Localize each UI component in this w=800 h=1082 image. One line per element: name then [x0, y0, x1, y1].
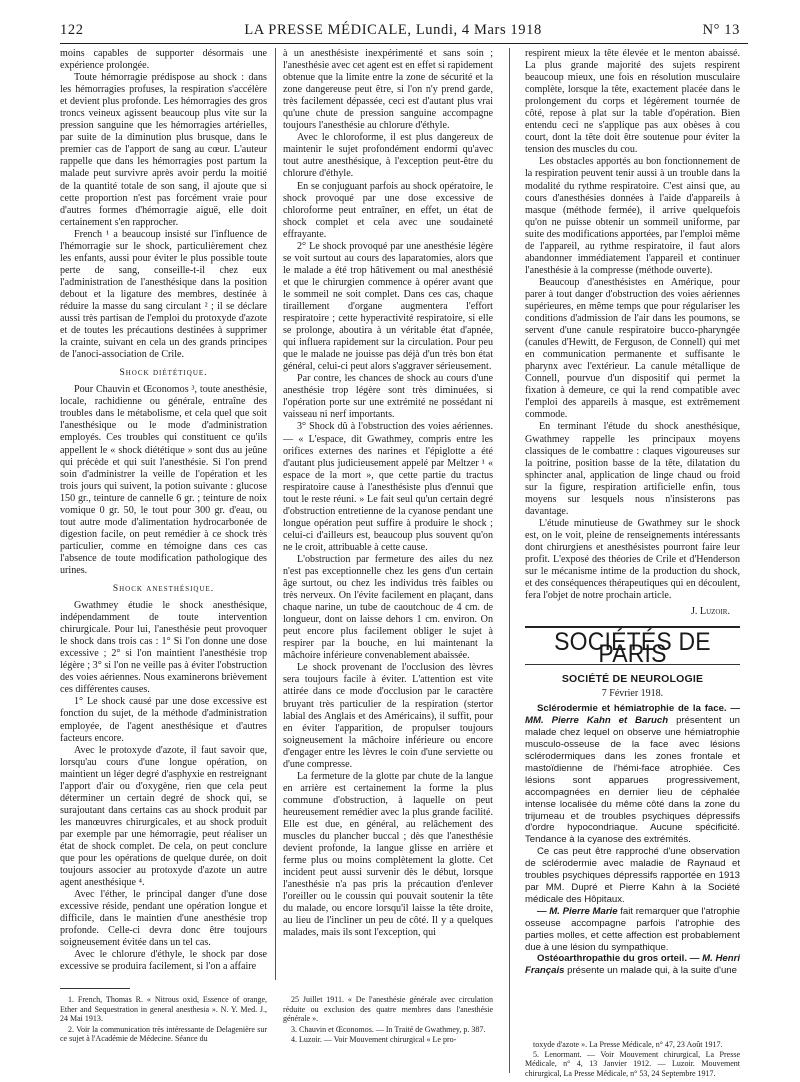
report-heading: Sclérodermie et hémiatrophie de la face. [537, 703, 727, 715]
header-rule [60, 43, 748, 44]
session-date: 7 Février 1918. [601, 688, 664, 700]
report-item [525, 703, 740, 846]
column-divider-2 [509, 48, 510, 1073]
column-divider-1 [275, 48, 276, 980]
page-number: 122 [60, 22, 84, 38]
paragraph: Avec l'éther, le principal danger d'une dose excessive réside, pendant une opération longue et difficile, dans le maintien d'une anesthésie trop profonde. Celle-ci devra donc être toujours soigneusement évitée dans un tel cas. [60, 889, 267, 949]
paragraph: Beaucoup d'anesthésistes en Amérique, pour parer à tout danger d'obstruction des voies aériennes supérieures, en même temps que pour régulariser les conditions d'admission de l'air dans les poumons, se servent d'une canule respiratoire bucco-pharyngée (canules d'Hewitt, de Ferguson, de Connell) qui met en communication permanente et suffisante le pharynx avec l'extérieur. La canule métallique de Connell, pourvue d'un dispositif qui permet la fixation à demeure, ce qui la rend compatible avec l'emploi des appareils à masque, est extrêmement commode. [525, 276, 740, 421]
paragraph: L'étude minutieuse de Gwathmey sur le shock est, on le voit, pleine de renseignements intéressants dont chirurgiens et anesthésistes pourront faire leur profit. L'exposé des théories de Crile et d'Henderson sur le mécanisme intime de la production du shock, et des conséquences thérapeutiques qui en découlent, fera l'objet de notre prochain article. [525, 517, 740, 602]
paragraph: La fermeture de la glotte par chute de la langue en arrière est certainement la forme la plus commune d'obstruction, à laquelle on peut heureusement remédier avec la plus grande facilité. Elle est due, en général, au relâchement des muscles du plancher buccal ; dès que l'anesthésie devient profonde, la langue glisse en arrière et ferme plus ou moins complètement la glotte. Cet incident peut aussi survenir dès le début, lorsque l'anesthésie n'a pas pris la précaution d'enlever l'oreiller ou le coussin qui pouvait soutenir la tête du malade, ou encore lorsqu'il laisse la tête droite, au lieu de l'incliner un peu de côté. Il y a quelques malades, mais ils sont l'exception, qui [283, 770, 493, 939]
paragraph: 1° Le shock causé par une dose excessive est fonction du sujet, de la méthode d'administration employée, de l'agent anesthésique et d'autres facteurs encore. [60, 696, 267, 744]
journal-title: LA PRESSE MÉDICALE, Lundi, 4 Mars 1918 [244, 22, 542, 38]
paragraph: En terminant l'étude du shock anesthésique, Gwathmey rappelle les principaux moyens classiques de le combattre : claques vigoureuses sur la poitrine, position basse de la tête, dilatation du sphincter anal, application de linge chaud ou froid sur la figure, respiration artificielle enfin, tous moyens sur lesquels nous n'insisterons pas davantage. [525, 421, 740, 517]
footnotes-column-1 [60, 995, 267, 1045]
column-2 [283, 48, 493, 983]
report-item [525, 906, 740, 954]
society-report [525, 703, 740, 977]
paragraph: En se conjuguant parfois au shock opératoire, le shock provoqué par une dose excessive de chloroforme peut entraîner, en effet, un état de shock complet et cela avec une soudaineté effrayante. [283, 180, 493, 240]
paragraph: Le shock provenant de l'occlusion des lèvres sera toujours facile à éviter. L'attention est vite attirée dans ce mode d'occlusion par le caractère bruyant très particulier de la respiration (stertor labial des Anglais et des Américains), il suffit, pour en éviter l'apparition, de propulser toujours soigneusement la mâchoire inférieure ou encore d'engager entre les lèvres le coin d'une serviette ou d'une compresse. [283, 662, 493, 770]
paragraph: respirent mieux la tête élevée et le menton abaissé. La plus grande majorité des sujets respirent beaucoup mieux, une fois en résolution musculaire complète, lorsque la tête, exactement placée dans le prolongement du corps et légèrement tournée de côté, repose à plat sur la table d'opération. Bien entendu ceci ne s'applique pas aux obèses à cou court, dont la tête doit être soutenue pour éviter la tension des muscles du cou. [525, 48, 740, 156]
footnote: 4. Luzoir. — Voir Mouvement chirurgical « Le pro- [291, 1035, 457, 1045]
society-name: SOCIÉTÉ DE NEUROLOGIE [561, 673, 704, 686]
report-authors: — M. Henri Français [525, 953, 740, 977]
societes-title: SOCIÉTÉS DE PARIS [554, 628, 711, 669]
paragraph: 3° Shock dû à l'obstruction des voies aériennes. — « L'espace, dit Gwathmey, compris entre les orifices externes des narines et l'épiglotte a été d'autant plus judicieusement appelé par Meltzer ¹ « espace de la mort », que cette partie du tractus respiratoire cause à l'anesthésiste plus d'ennui que tout le reste réuni. » Le fait seul qu'un certain degré d'obstruction entretienne de la cyanose pendant une longue opération peut suffire à produire le shock ; celui-ci d'ailleurs est, beaucoup plus souvent qu'on ne le croit, attribuable à cette cause. [283, 421, 493, 553]
page-header [60, 22, 740, 42]
footnotes-column-3 [525, 1040, 740, 1078]
footnote: 3. Chauvin et Œconomos. — In Traité de Gwathmey, p. 387. [291, 1024, 486, 1034]
column-1 [60, 48, 267, 983]
paragraph: Avec le protoxyde d'azote, il faut savoir que, lorsqu'au cours d'une longue opération, on maintient un léger degré d'asphyxie en restreignant l'apport d'air ou d'oxygène, rien que cela peut déterminer un certain degré de shock qui, se surajoutant dans certains cas au shock produit par les manœuvres chirurgicales, et au shock produit par exemple par une hémorragie, peut réaliser un état de shock complet. De cela, on peut conclure que pour les opérations de quelque durée, on doit toujours associer au protoxyde d'azote un autre agent anesthésique ⁴. [60, 744, 267, 889]
section-heading-shock-anesthesique: Shock anesthésique. [112, 584, 215, 595]
footnote: 25 Juillet 1911. « De l'anesthésie générale avec circulation réduite ou exclusion des quatre membres dans l'anesthésie générale ». [283, 995, 493, 1024]
paragraph: Gwathmey étudie le shock anesthésique, indépendamment de toute intervention chirurgicale. Pour lui, l'anesthésie peut provoquer le shock dans trois cas : 1° Si l'on donne une dose excessive ; 2° si l'on maintient l'anesthésie trop légère ; 3° si l'on ne veille pas à éviter l'obstruction des voies aériennes. Nous examinerons brièvement ces différentes causes. [60, 600, 267, 696]
report-text: présentent un malade chez lequel on observe une hémiatrophie musculo-osseuse de la face avec lésions sclérodermiques dans les zones frontale et mastoïdienne de l'hémi-face atrophiée. Ces lésions sont apparues progressivement, accompagnées en dernier lieu de céphalée intense localisée du même côté dans la zone du trijumeau et de troubles psychiques dépressifs d'ordre hypocondriaque. Aucune spécificité. Tendance à la cyanose des extrémités. [525, 715, 740, 846]
author-signature: J. Luzoir. [690, 606, 730, 618]
paragraph: L'obstruction par fermeture des ailes du nez n'est pas exceptionnelle chez les gens d'un certain âge surtout, ou chez les individus très faibles ou très nerveux. On l'évite facilement en plaçant, dans chaque narine, un tube de caoutchouc de 4 cm. de longueur, dont on laisse dehors 1 cm. environ. On peut encore plus facilement obliger le sujet à respirer par la bouche, en lui maintenant la mâchoire inférieure convenablement abaissée. [283, 553, 493, 662]
report-text: fait remarquer que l'atrophie osseuse accompagne parfois l'atrophie des parties molles, et cette affection est probablement due à une lésion du sympathique. [525, 905, 740, 953]
footnote: 5. Lenormant. — Voir Mouvement chirurgical, La Presse Médicale, n° 4, 13 Janvier 1912. — Luzoir. Mouvement chirurgical, La Presse Médicale, n° 53, 24 Septembre 1917. [525, 1049, 740, 1078]
paragraph: Les obstacles apportés au bon fonctionnement de la respiration peuvent tenir aussi à un trouble dans la modalité du rythme respiratoire. C'est ainsi que, au cours d'anesthésies données à l'aide d'appareils à masque (méthode fermée), il arrive quelquefois qu'on ne puisse obtenir un sommeil uniforme, par suite des modifications apportées, par l'emploi même de l'appareil, au rythme respiratoire, il faut alors abandonner immédiatement l'appareil et continuer l'anesthésie à la compresse (méthode ouverte). [525, 156, 740, 276]
report-heading: Ostéoarthropathie du gros orteil. [537, 953, 687, 965]
column-3 [525, 48, 740, 1068]
report-item [525, 953, 740, 977]
report-item: Ce cas peut être rapproché d'une observation de sclérodermie avec maladie de Raynaud et troubles psychiques dépressifs rapportée en 1913 par MM. Dupré et Pierre Kahn à la Société médicale des Hôpitaux. [525, 846, 740, 905]
paragraph: Avec le chloroforme, il est plus dangereux de maintenir le sujet profondément endormi qu'avec tout autre anesthésique, à l'exception peut-être du chlorure d'éthyle. [283, 132, 493, 180]
paragraph: French ¹ a beaucoup insisté sur l'influence de l'hémorragie sur le shock, particulièrement chez les enfants, aussi pour éviter le plus possible toute perte de sang, conseille-t-il chez eux l'administration de l'anesthésique dans la position debout et la ligature des membres, destinée à réduire la masse du sang circulant ² ; il se déclare aussi très partisan de l'emploi du protoxyde d'azote et de toutes les précautions destinées à supprimer la crainte, suivant en cela un des grands principes de l'anoci-association de Crile. [60, 228, 267, 361]
paragraph: 2° Le shock provoqué par une anesthésie légère se voit surtout au cours des laparatomies, alors que le malade a été trop hâtivement ou mal anesthésié et que le chirurgien commence à opérer avant que le sommeil ne soit complet. Dans ces cas, chaque tiraillement d'organe augmentera l'effort respiratoire ; cette hyperactivité respiratoire, si elle se prolonge, aboutira à un véritable état d'apnée, qui influera rapidement sur la circulation. Pour peu que le malade ne jouisse pas déjà d'un très bon état général, celui-ci peut alors s'aggraver sérieusement. [283, 240, 493, 373]
paragraph: moins capables de supporter désormais une expérience prolongée. [60, 48, 267, 72]
paragraph: Par contre, les chances de shock au cours d'une anesthésie trop légère sont très diminuées, si l'opération porte sur une extrémité ne possédant ni vaisseau ni nerf importants. [283, 373, 493, 421]
footnotes-column-2 [283, 995, 493, 1046]
paragraph: Pour Chauvin et Œconomos ³, toute anesthésie, locale, rachidienne ou générale, entraîne des troubles dans le métabolisme, et cela quel que soit l'anesthésique ou le mode d'administration employés. Ces troubles qui constituent ce qu'ils appellent le « shock diététique » sont dus au jeûne qui précède et qui suit l'anesthésie. Si l'on prend soin d'administrer la veille de l'opération et les trois jours qui suivent, la potion suivante : glucose 150 gr., teinture de cannelle 6 gr. ; teinture de noix vomique 0 gr. 50, le tout pour 300 gr. d'eau, ou tout autre mode d'alimentation hydrocarbonée de digestion facile, on peut remédier à ce shock très particulier, comme en témoigne dans ces cas l'absence de toute modification pathologique des urines. [60, 384, 267, 576]
report-text: présente un malade qui, à la suite d'une [567, 965, 737, 977]
issue-number: N° 13 [702, 22, 740, 38]
footnote: 1. French, Thomas R. « Nitrous oxid, Essence of orange, Ether and Sequestration in general anesthesia ». N. Y. Med. J., 24 Mai 1913. [60, 995, 267, 1024]
report-authors: — MM. Pierre Kahn et Baruch [525, 703, 740, 727]
footnote: toxyde d'azote ». La Presse Médicale, n° 47, 23 Août 1917. [533, 1040, 723, 1049]
footnote-rule [60, 988, 130, 989]
paragraph: à un anesthésiste inexpérimenté et sans soin ; l'anesthésie avec cet agent est en effet si rapidement obtenue que la limite entre la zone de sécurité et la zone dangereuse peut être, si l'on n'y prend garde, très facilement dépassée, ceci est d'autant plus vrai qu'une chute de pression sanguine accompagne toujours l'anesthésie au chlorure d'éthyle. [283, 48, 493, 132]
section-heading-shock-dietetique: Shock diététique. [119, 368, 208, 379]
footnote: 2. Voir la communication très intéressante de Delagenière sur ce sujet à l'Académie de Médecine. Séance du [60, 1024, 267, 1044]
paragraph: Avec le chlorure d'éthyle, le shock par dose excessive se produira facilement, si l'on a affaire [60, 949, 267, 973]
report-authors: — M. Pierre Marie [537, 905, 618, 917]
paragraph: Toute hémorragie prédispose au shock : dans les hémorragies profuses, la respiration s'accélère et devient plus profonde. Les hémorragies des gros troncs veineux agissent beaucoup plus vite sur la pression sanguine que les hémorragies artérielles, par suite de la diminution plus brusque, dans le premier cas de l'apport de sang au cœur. L'auteur rappelle que dans les hémorragies post partum la malade peut survivre après avoir perdu la moitié de la quantité totale de son sang, il ajoute que si cette proportion n'est pas forcément vraie pour d'autres formes d'hémorragie aiguë, elle doit certainement s'en rapprocher. [60, 72, 267, 228]
